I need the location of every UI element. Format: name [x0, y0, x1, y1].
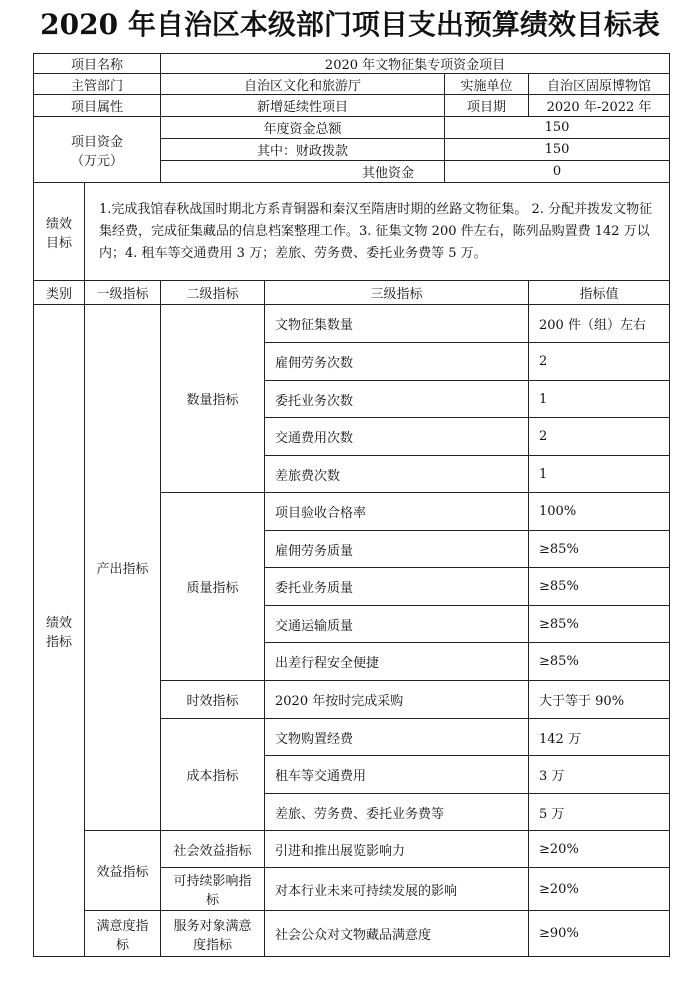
indicator-name: 2020 年按时完成采购	[265, 681, 529, 719]
fund-other-label: 其他资金	[161, 161, 445, 183]
indicator-value: 1	[529, 456, 670, 493]
indicator-value: 200 件（组）左右	[529, 305, 670, 343]
fund-label	[34, 117, 161, 183]
period-label: 项目期	[445, 95, 529, 117]
indicator-value: 大于等于 90%	[529, 681, 670, 719]
goal-label-line2: 目标	[45, 235, 72, 251]
indicator-name: 交通费用次数	[265, 418, 529, 456]
indicator-name: 引进和推出展览影响力	[265, 831, 529, 868]
level1-satisfaction-line1: 满意度指	[96, 918, 149, 934]
indicator-name: 社会公众对文物藏品满意度	[265, 911, 529, 957]
dept-label: 主管部门	[34, 74, 161, 95]
project-name-value: 2020 年文物征集专项资金项目	[161, 54, 670, 74]
level2-sustain-line2: 标	[206, 893, 220, 908]
level2-quality: 质量指标	[161, 493, 265, 681]
goal-label	[34, 183, 85, 281]
impl-label: 实施单位	[445, 74, 529, 95]
indicator-name: 雇佣劳务质量	[265, 531, 529, 568]
level2-sustain	[161, 868, 265, 911]
indicator-name: 项目验收合格率	[265, 493, 529, 531]
header-category: 类别	[34, 281, 85, 305]
level1-benefit: 效益指标	[85, 831, 161, 911]
indicator-name: 差旅费次数	[265, 456, 529, 493]
indicator-name: 对本行业未来可持续发展的影响	[265, 868, 529, 911]
level2-quantity: 数量指标	[161, 305, 265, 493]
indicator-value: ≥20%	[529, 831, 670, 868]
performance-table	[33, 53, 670, 957]
level2-social: 社会效益指标	[161, 831, 265, 868]
level2-service-line1: 服务对象满意	[173, 918, 252, 934]
level1-satisfaction-line2: 标	[116, 937, 130, 953]
indicator-value: 1	[529, 381, 670, 418]
indicator-name: 文物征集数量	[265, 305, 529, 343]
fund-other-value: 0	[445, 161, 670, 183]
page-title: 2020 年自治区本级部门项目支出预算绩效目标表	[40, 8, 660, 41]
level2-timeliness: 时效指标	[161, 681, 265, 719]
header-level3: 三级指标	[265, 281, 529, 305]
indicator-value: 5 万	[529, 794, 670, 831]
period-value: 2020 年-2022 年	[529, 95, 670, 117]
indicator-name: 委托业务次数	[265, 381, 529, 418]
fund-label-line1: 项目资金	[71, 134, 124, 150]
goal-text: 1.完成我馆春秋战国时期北方系青铜器和秦汉至隋唐时期的丝路文物征集。 2. 分配并拨发文物征集经费，完成征集藏品的信息档案整理工作。3. 征集文物 200 件左右，陈列品购置费 142 万以内；4. 租车等交通费用 3 万；差旅、劳务费、委托业务费等 5 万。	[85, 183, 670, 281]
attr-value: 新增延续性项目	[161, 95, 445, 117]
level2-cost: 成本指标	[161, 719, 265, 831]
fund-label-line2: （万元）	[71, 153, 124, 169]
fund-fiscal-label: 其中：财政拨款	[161, 139, 445, 161]
indicator-value: ≥85%	[529, 606, 670, 643]
indicator-value: ≥85%	[529, 531, 670, 568]
category-perf	[34, 305, 85, 957]
impl-value: 自治区固原博物馆	[529, 74, 670, 95]
fund-total-value: 150	[445, 117, 670, 139]
goal-label-line1: 绩效	[45, 216, 72, 232]
indicator-name: 出差行程安全便捷	[265, 643, 529, 681]
level1-satisfaction	[85, 911, 161, 957]
header-level2: 二级指标	[161, 281, 265, 305]
indicator-value: ≥85%	[529, 568, 670, 606]
project-name-label: 项目名称	[34, 54, 161, 74]
indicator-value: 2	[529, 343, 670, 381]
indicator-name: 雇佣劳务次数	[265, 343, 529, 381]
category-perf-line2: 指标	[45, 634, 72, 650]
level2-service-line2: 度指标	[193, 937, 233, 953]
indicator-name: 委托业务质量	[265, 568, 529, 606]
indicator-value: ≥20%	[529, 868, 670, 911]
level2-service	[161, 911, 265, 957]
level2-sustain-line1: 可持续影响指	[173, 874, 252, 889]
category-perf-line1: 绩效	[45, 615, 72, 631]
indicator-value: ≥90%	[529, 911, 670, 957]
indicator-name: 文物购置经费	[265, 719, 529, 756]
indicator-value: 142 万	[529, 719, 670, 756]
indicator-name: 交通运输质量	[265, 606, 529, 643]
header-value: 指标值	[529, 281, 670, 305]
indicator-value: 2	[529, 418, 670, 456]
indicator-name: 差旅、劳务费、委托业务费等	[265, 794, 529, 831]
indicator-value: 3 万	[529, 756, 670, 794]
header-level1: 一级指标	[85, 281, 161, 305]
fund-fiscal-value: 150	[445, 139, 670, 161]
indicator-name: 租车等交通费用	[265, 756, 529, 794]
indicator-value: ≥85%	[529, 643, 670, 681]
indicator-value: 100%	[529, 493, 670, 531]
fund-total-label: 年度资金总额	[161, 117, 445, 139]
level1-output: 产出指标	[85, 305, 161, 831]
dept-value: 自治区文化和旅游厅	[161, 74, 445, 95]
attr-label: 项目属性	[34, 95, 161, 117]
